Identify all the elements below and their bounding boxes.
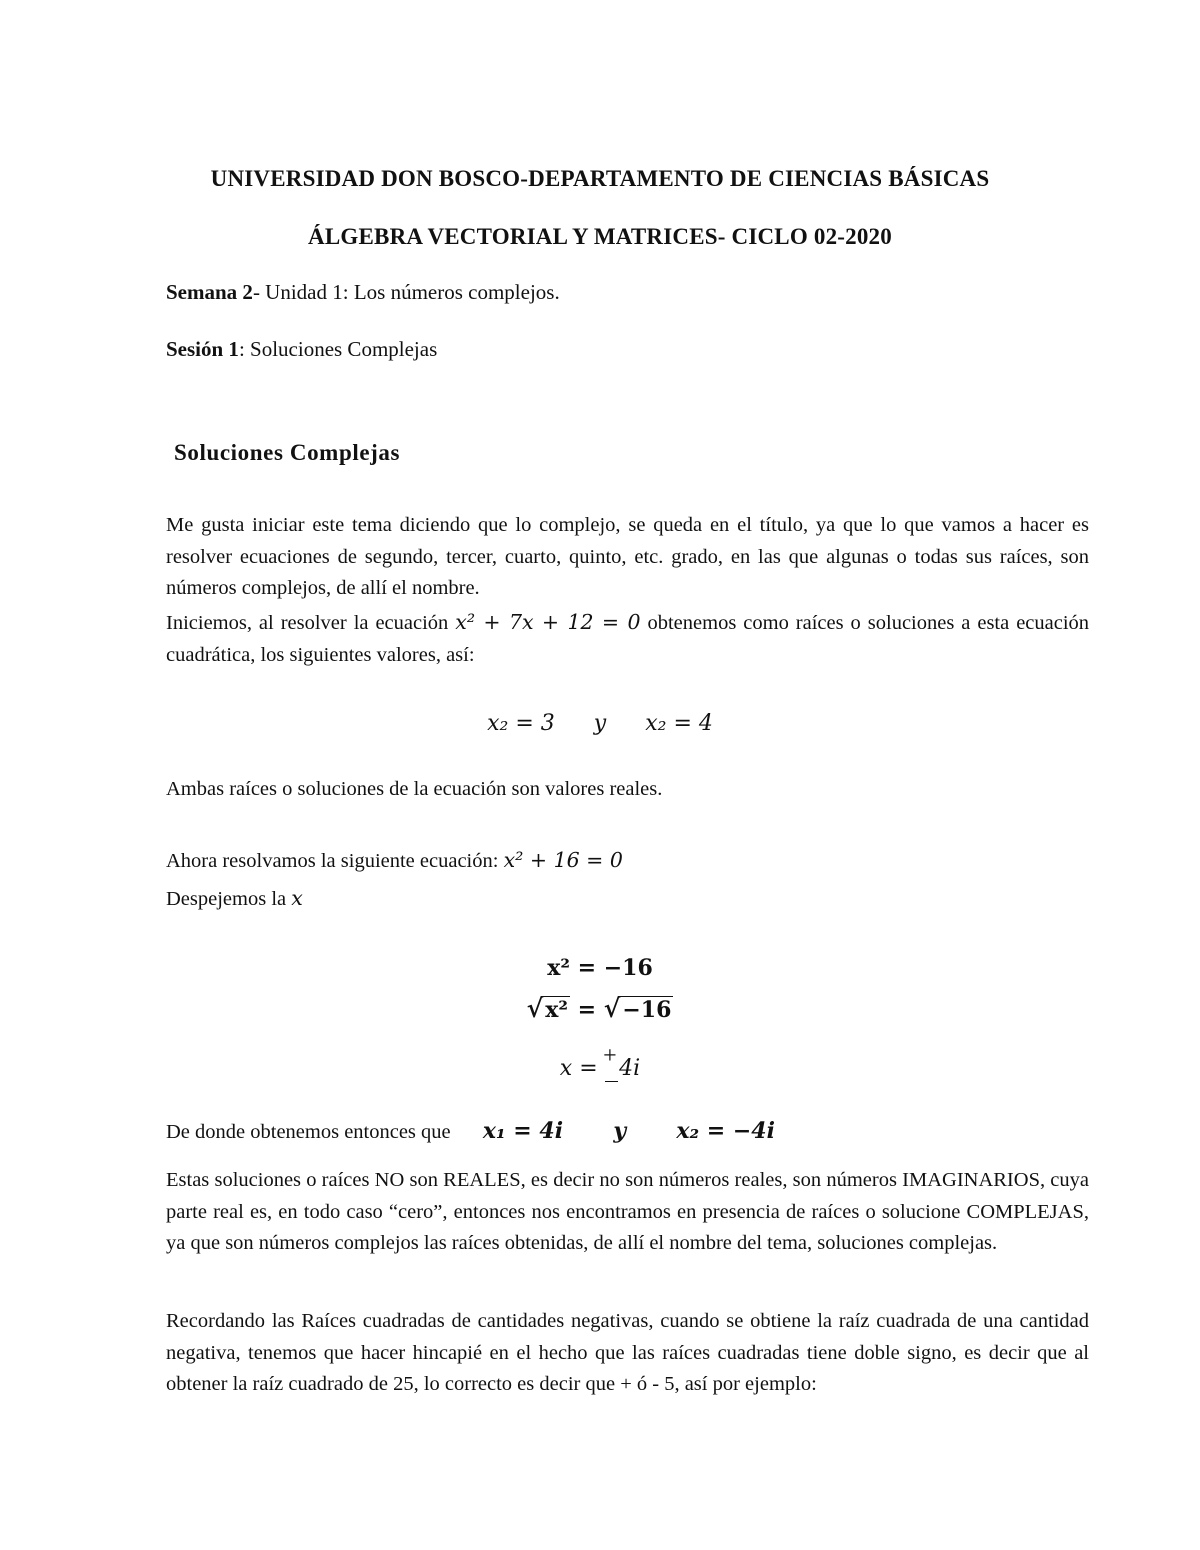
isolate-line [166,886,303,911]
solution-connector: y [593,711,607,736]
week-text: - Unidad 1: Los números complejos. [252,280,560,304]
solution-right: x₂ = 4 [645,711,713,736]
result-line [166,1118,775,1144]
intro-paragraph: Me gusta iniciar este tema diciendo que lo complejo, se queda en el título, ya que lo que vamos a hacer es resolver ecuaciones de segundo, tercer, cuarto, quinto, etc. grado, en las que algunas o todas sus raíces, son números complejos, de allí el nombre. [166,514,1089,599]
result-lead: De donde obtenemos entonces que [166,1121,451,1143]
example1-solutions [0,710,1200,736]
institution-header: UNIVERSIDAD DON BOSCO-DEPARTAMENTO DE CIENCIAS BÁSICAS [210,166,990,191]
session-line [166,337,437,362]
session-label: Sesión 1 [166,337,239,361]
equation-step2: √x² = √−16 [526,993,672,1023]
negative-roots-paragraph: Recordando las Raíces cuadradas de cantidades negativas, cuando se obtiene la raíz cuadrada de una cantidad negativa, tenemos que hacer hincapié en el hecho que las raíces cuadradas tiene doble signo, es decir que al obtener la raíz cuadrado de 25, lo correcto es decir que + ó - 5, así por ejemplo: [166,1310,1089,1395]
solution-left: x₂ = 3 [487,711,555,736]
minus-bar [605,1081,618,1082]
step3-right: 4i [619,1056,641,1081]
sqrt-left: √x² [526,993,568,1023]
isolate-text: Despejemos la [166,888,287,910]
step3-left: x = [559,1056,598,1081]
example2-lead-line [166,848,623,873]
example2-equation: x² + 16 = 0 [503,848,623,872]
example1-lead: Iniciemos, al resolver la ecuación [166,612,449,634]
plus-sign: + [603,1042,617,1069]
example1-conclusion: Ambas raíces o soluciones de la ecuación son valores reales. [166,778,663,800]
week-line [166,280,560,305]
result-x2: x₂ = −4i [676,1118,775,1144]
course-header: ÁLGEBRA VECTORIAL Y MATRICES- CICLO 02-2020 [308,224,892,249]
example1-equation: x² + 7x + 12 = 0 [455,610,641,634]
equation-step3 [0,1042,1200,1081]
example2-lead: Ahora resolvamos la siguiente ecuación: [166,850,499,872]
section-title: Soluciones Complejas [174,440,401,465]
isolate-var: x [291,886,303,910]
example1-tail: obtenemos como raíces o soluciones a esta ecuación cuadrática, los siguientes valores, así: [166,612,1090,666]
equation-step1: x² = −16 [547,955,653,981]
example1-paragraph [166,607,1089,671]
sqrt-right: √−16 [603,993,672,1023]
session-text: : Soluciones Complejas [238,337,438,361]
sqrt-right-radicand: −16 [622,997,672,1023]
result-x1: x₁ = 4i [482,1118,564,1144]
sqrt-left-radicand: x² [545,997,568,1023]
week-label: Semana 2 [166,280,253,304]
plus-minus-sign [603,1042,619,1081]
result-connector: y [613,1118,627,1144]
imaginary-paragraph: Estas soluciones o raíces NO son REALES, es decir no son números reales, son números IMAGINARIOS, cuya parte real es, en todo caso “cero”, entonces nos encontramos en presencia de raíces o solucione COMPLEJAS, ya que son números complejos las raíces obtenidas, de allí el nombre del tema, soluciones complejas. [166,1169,1089,1254]
